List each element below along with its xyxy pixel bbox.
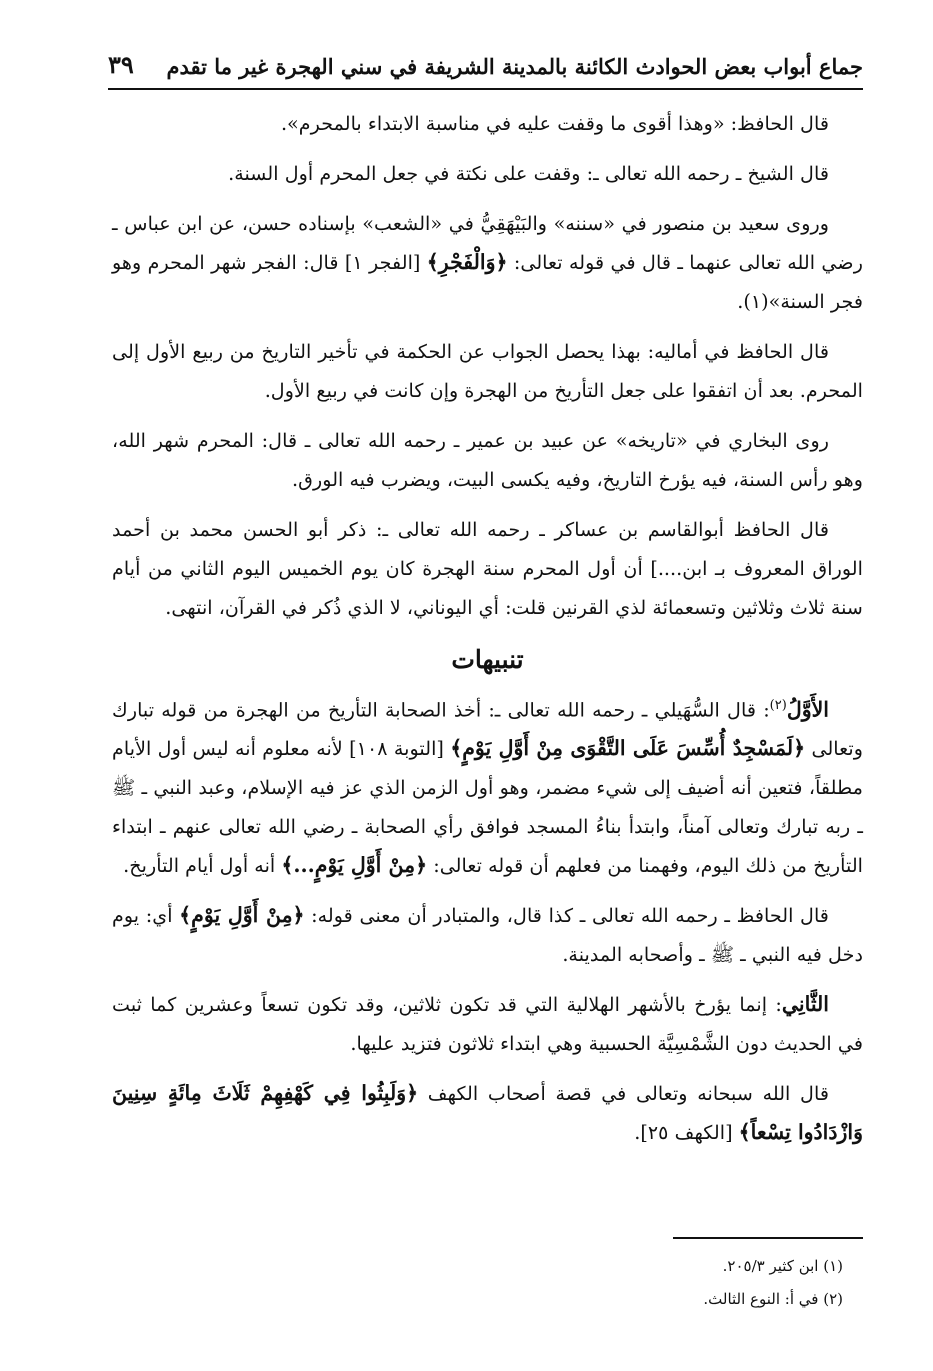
page-number: ٣٩ [108,50,134,79]
note-lead: الأَوَّلُ [786,697,829,722]
footnote-marker: (٢) [769,698,787,713]
quran-verse: ﴿وَلَبِثُوا فِي كَهْفِهِمْ ثَلَاثَ مِائَةٍ سِنِينَ وَازْدَادُوا تِسْعاً﴾ [112,1081,863,1145]
paragraph-text: [الكهف ٢٥]. [634,1121,739,1145]
running-head-title: جماع أبواب بعض الحوادث الكائنة بالمدينة الشريفة في سني الهجرة غير ما تقدم [166,54,863,79]
paragraph-text: أي: يوم دخل فيه النبي ـ ﷺ ـ وأصحابه المدينة. [112,904,863,967]
paragraph-text: قال الحافظ ـ رحمه الله تعالى ـ كذا قال، والمتبادر أن معنى قوله: [304,904,829,928]
paragraph-text: قال الله سبحانه وتعالى في قصة أصحاب الكهف [418,1082,829,1106]
paragraph-text: وروى سعيد بن منصور في «سننه» والبَيْهَقِيُّ في «الشعب» بإسناده حسن، عن ابن عباس ـ رضي الله تعالى عنهما ـ قال في قوله تعالى: [112,212,863,274]
paragraph-hafiz-note [112,896,863,974]
header-rule [108,88,863,90]
paragraph: قال الحافظ في أماليه: بهذا يحصل الجواب عن الحكمة في تأخير التاريخ من ربيع الأول إلى المحرم. بعد أن اتفقوا على جعل التأريخ من الهجرة وإن كانت في ربيع الأول. [112,340,863,402]
quran-verse: ﴿لَمَسْجِدٌ أُسِّسَ عَلَى التَّقْوَى مِنْ أَوَّلِ يَوْمٍ﴾ [450,736,806,761]
paragraph [112,204,863,321]
paragraph: روى البخاري في «تاريخه» عن عبيد بن عمير ـ رحمه الله تعالى ـ قال: المحرم شهر الله، وهو رأس السنة، فيه يؤرخ التاريخ، وفيه يكسى البيت، ويضرب فيه الورق. [112,429,863,491]
quran-verse: ﴿وَالْفَجْرِ﴾ [426,250,508,274]
section-heading: تنبيهات [451,645,524,674]
paragraph-text: : قال السُّهَيلي ـ رحمه الله تعالى ـ: أخذ الصحابة التأريخ من الهجرة من قوله تبارك وتعالى [112,698,863,761]
paragraph-first-note [112,686,863,885]
paragraph-second-note [112,985,863,1063]
paragraph: قال الحافظ أبوالقاسم بن عساكر ـ رحمه الله تعالى ـ: ذكر أبو الحسن محمد بن أحمد الوراق المعروف بـ ابن....] أن أول المحرم سنة الهجرة كان يوم الخميس اليوم الثاني من أيام سنة ثلاث وثلاثين وتسعمائة لذي القرنين قلت: أي اليوناني، لا الذي ذُكر في القرآن، انتهى. [112,518,863,619]
running-head [108,42,863,86]
paragraph-text: [الفجر ١] قال: الفجر شهر المحرم وهو فجر السنة»(١). [112,251,863,313]
paragraph: قال الشيخ ـ رحمه الله تعالى ـ: وقفت على نكتة في جعل المحرم أول السنة. [228,162,829,185]
paragraph-text: : إنما يؤرخ بالأشهر الهلالية التي قد تكون ثلاثين، وقد تكون تسعاً وعشرين كما ثبت في الحديث دون الشَّمْسِيَّة الحسبية وهي ابتداء ثلاثون فتزيد عليها. [112,993,863,1056]
paragraph-text: أنه أول أيام التأريخ. [123,854,282,878]
note-lead: الثَّانِي [781,992,829,1017]
quran-verse: ﴿مِنْ أَوَّلِ يَوْمٍ﴾ [179,903,305,928]
paragraph: قال الحافظ: «وهذا أقوى ما وقفت عليه في مناسبة الابتداء بالمحرم». [280,112,829,135]
footnote-rule [673,1237,863,1239]
paragraph-text: [التوبة ١٠٨] لأنه معلوم أنه ليس أول الأيام مطلقاً، فتعين أنه أضيف إلى شيء مضمر، وهو أول الزمن الذي عز فيه الإسلام، وعبد النبي ـ ﷺ ـ ربه تبارك وتعالى آمناً، وابتدأ بناءُ المسجد فوافق رأي الصحابة ـ رضي الله تعالى عنهم ـ ابتداء التأريخ من ذلك اليوم، وفهمنا من فعلهم أن قوله تعالى: [112,737,863,878]
footnote: (٢) في أ: النوع الثالث. [703,1290,843,1308]
main-text [112,104,863,1163]
paragraph-kahf-note [112,1074,863,1152]
footnotes [112,1250,843,1316]
footnote: (١) ابن كثير ٢٠٥/٣. [722,1257,843,1275]
quran-verse: ﴿مِنْ أَوَّلِ يَوْمٍ...﴾ [281,853,428,878]
